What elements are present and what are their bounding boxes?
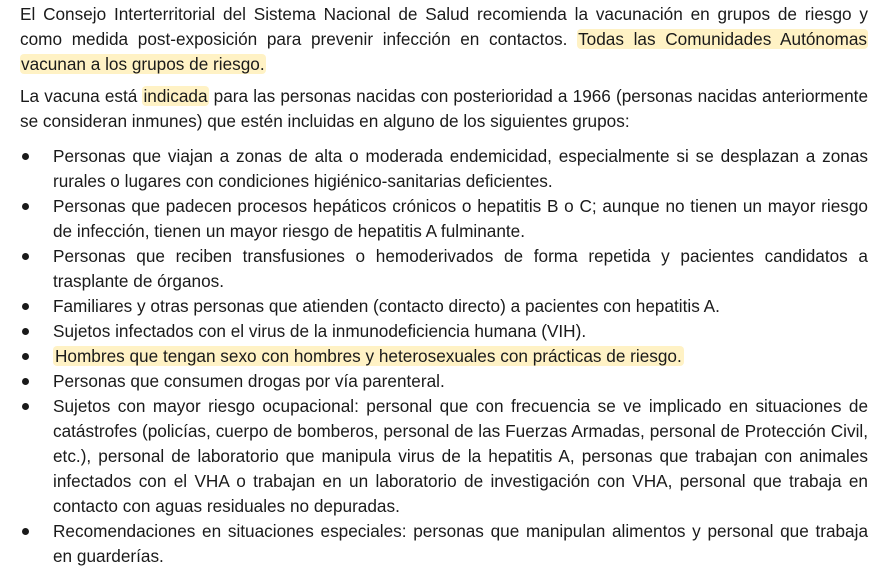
bullet-icon xyxy=(22,153,29,160)
list-item-text: Sujetos con mayor riesgo ocupacional: personal que con frecuencia se ve implicado en situaciones de catástrofes (policías, cuerpo de bomberos, personal de las Fuerzas Armadas, personal de Protección Civil, etc.), personal de laboratorio que manipula virus de la hepatitis A, personas que trabajan con animales infectados con el VHA o trabajan en un laboratorio de investigación con VHA, personal que trabaja en contacto con aguas residuales no depuradas. xyxy=(53,396,868,516)
list-item xyxy=(0,294,868,319)
list-item-text: Sujetos infectados con el virus de la inmunodeficiencia humana (VIH). xyxy=(53,321,587,341)
bullet-icon xyxy=(22,403,29,410)
intro-highlight: Todas las Comunidades Autónomas vacunan a los grupos de riesgo. xyxy=(21,29,867,74)
bullet-icon xyxy=(22,303,29,310)
indication-highlight: indicada xyxy=(143,86,208,106)
list-item-text: Personas que reciben transfusiones o hemoderivados de forma repetida y pacientes candidatos a trasplante de órganos. xyxy=(53,246,868,291)
list-item-text-highlighted: Hombres que tengan sexo con hombres y heterosexuales con prácticas de riesgo. xyxy=(55,346,682,366)
bullet-icon xyxy=(22,253,29,260)
indication-text-before: La vacuna está xyxy=(20,86,138,106)
bullet-icon xyxy=(22,203,29,210)
list-item-text: Personas que consumen drogas por vía parenteral. xyxy=(53,371,445,391)
list-item-text: Personas que viajan a zonas de alta o moderada endemicidad, especialmente si se desplazan a zonas rurales o lugares con condiciones higiénico-sanitarias deficientes. xyxy=(53,146,868,191)
list-item xyxy=(0,369,868,394)
bullet-icon xyxy=(22,353,29,360)
list-item xyxy=(0,144,868,194)
bullet-icon xyxy=(22,528,29,535)
list-item-text: Personas que padecen procesos hepáticos crónicos o hepatitis B o C; aunque no tienen un mayor riesgo de infección, tienen un mayor riesgo de hepatitis A fulminante. xyxy=(53,196,868,241)
risk-group-list xyxy=(0,144,868,569)
list-item xyxy=(0,194,868,244)
indication-text-after: para las personas nacidas con posterioridad a 1966 (personas nacidas anteriormente se consideran inmunes) que estén incluidas en alguno de los siguientes grupos: xyxy=(20,86,869,131)
list-item xyxy=(0,519,868,569)
bullet-icon xyxy=(22,328,29,335)
list-item-text: Recomendaciones en situaciones especiales: personas que manipulan alimentos y personal que trabaja en guarderías. xyxy=(53,521,868,566)
list-item xyxy=(0,344,868,369)
list-item xyxy=(0,319,868,344)
bullet-icon xyxy=(22,378,29,385)
list-item xyxy=(0,394,868,519)
intro-text: El Consejo Interterritorial del Sistema Nacional de Salud recomienda la vacunación en grupos de riesgo y como medida post-exposición para prevenir infección en contactos. xyxy=(20,4,868,49)
list-item xyxy=(0,244,868,294)
intro-paragraph xyxy=(20,2,868,77)
indication-paragraph xyxy=(20,84,868,134)
list-item-text: Familiares y otras personas que atienden (contacto directo) a pacientes con hepatitis A. xyxy=(53,296,720,316)
